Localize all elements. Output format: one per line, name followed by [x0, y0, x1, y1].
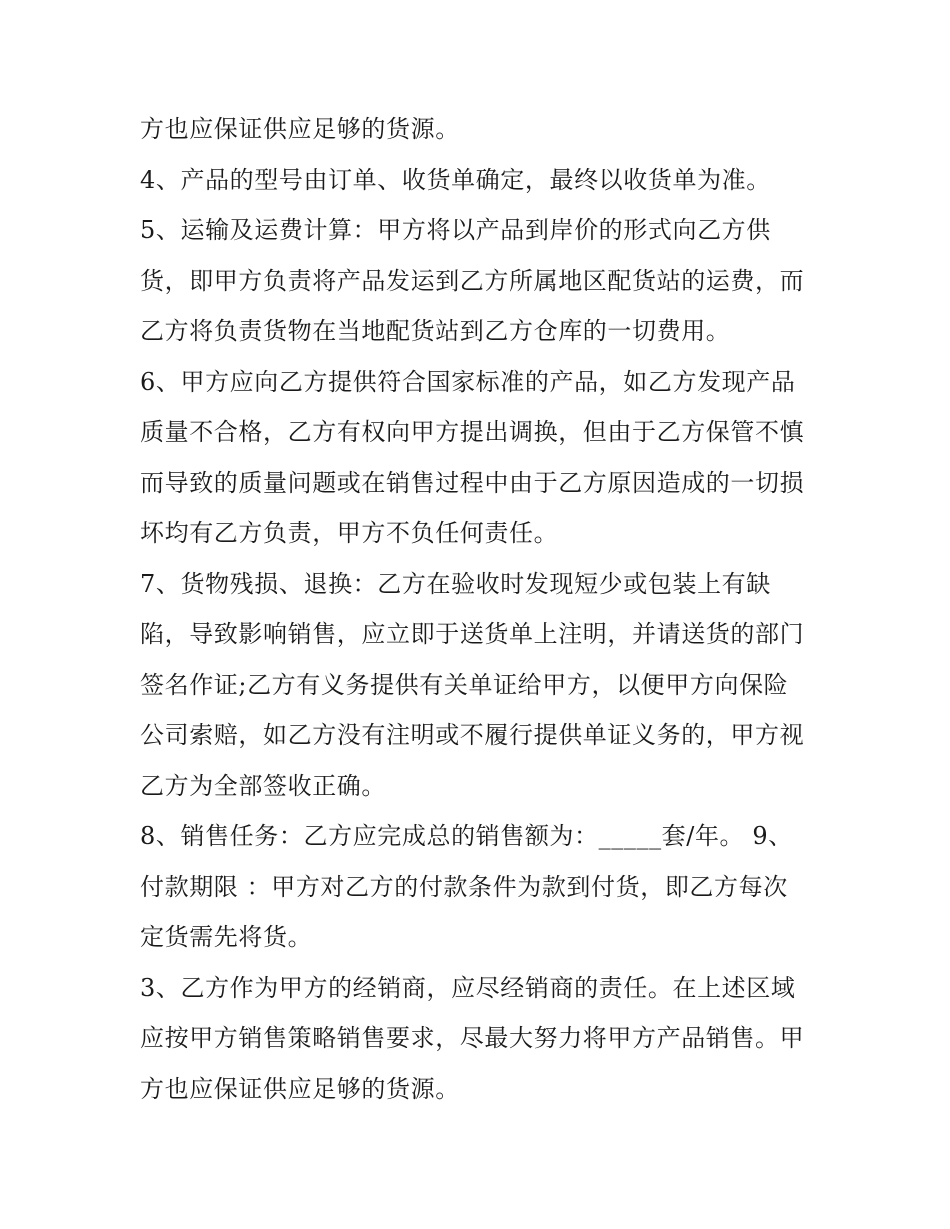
text-line: 货，即甲方负责将产品发运到乙方所属地区配货站的运费，而 — [140, 266, 805, 295]
text-line: 4、产品的型号由订单、收货单确定，最终以收货单为准。 — [140, 165, 771, 194]
text-line: 签名作证;乙方有义务提供有关单证给甲方，以便甲方向保险 — [140, 670, 789, 699]
text-line: 定货需先将货。 — [140, 923, 313, 951]
text-line: 而导致的质量问题或在销售过程中由于乙方原因造成的一切损 — [140, 468, 805, 497]
text-line: 8、销售任务：乙方应完成总的销售额为：_____套/年。 9、 — [140, 822, 793, 850]
text-line: 应按甲方销售策略销售要求，尽最大努力将甲方产品销售。甲 — [140, 1024, 805, 1052]
text-line: 6、甲方应向乙方提供符合国家标准的产品，如乙方发现产品 — [140, 367, 796, 396]
text-line: 方也应保证供应足够的货源。 — [140, 1074, 460, 1103]
text-line: 7、货物残损、退换：乙方在验收时发现短少或包装上有缺 — [140, 569, 771, 598]
text-line: 陷，导致影响销售，应立即于送货单上注明，并请送货的部门 — [140, 620, 805, 648]
document-body — [140, 104, 820, 1114]
text-line: 乙方将负责货物在当地配货站到乙方仓库的一切费用。 — [140, 317, 731, 345]
text-line: 乙方为全部签收正确。 — [140, 771, 386, 800]
text-line: 坏均有乙方负责，甲方不负任何责任。 — [140, 519, 559, 547]
text-line: 付款期限 ：甲方对乙方的付款条件为款到付货，即乙方每次 — [140, 872, 788, 901]
text-line: 公司索赔，如乙方没有注明或不履行提供单证义务的，甲方视 — [140, 721, 805, 749]
text-line: 方也应保证供应足够的货源。 — [140, 115, 460, 143]
text-line: 3、乙方作为甲方的经销商，应尽经销商的责任。在上述区域 — [140, 973, 796, 1002]
text-line: 质量不合格，乙方有权向甲方提出调换，但由于乙方保管不慎 — [140, 418, 805, 446]
text-line: 5、运输及运费计算：甲方将以产品到岸价的形式向乙方供 — [140, 216, 771, 244]
